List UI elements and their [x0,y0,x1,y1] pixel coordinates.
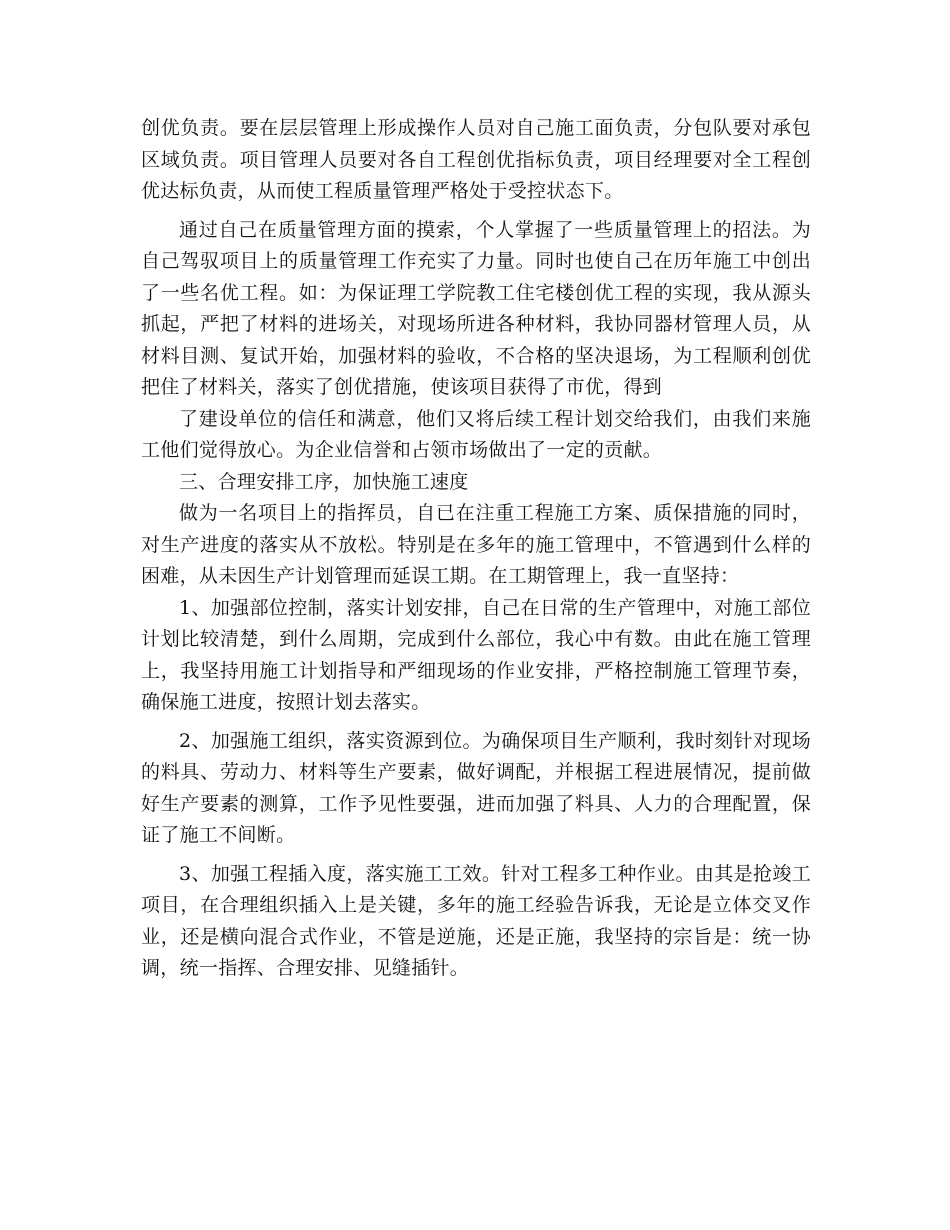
paragraph-3: 了建设单位的信任和满意，他们又将后续工程计划交给我们，由我们来施工他们觉得放心。为企业信誉和占领市场做出了一定的贡献。 [141,407,811,461]
document-body [141,113,811,985]
paragraph-1: 创优负责。要在层层管理上形成操作人员对自己施工面负责，分包队要对承包区域负责。项目管理人员要对各自工程创优指标负责，项目经理要对全工程创优达标负责，从而使工程质量管理严格处于受控状态下。 [141,117,811,202]
paragraph-8: 3、加强工程插入度，落实施工工效。针对工程多工种作业。由其是抢竣工项目，在合理组织插入上是关键，多年的施工经验告诉我，无论是立体交叉作业，还是横向混合式作业，不管是逆施，还是正施，我坚持的宗旨是：统一协调，统一指挥、合理安排、见缝插针。 [141,862,811,979]
paragraph-7: 2、加强施工组织，落实资源到位。为确保项目生产顺利，我时刻针对现场的料具、劳动力、材料等生产要素，做好调配，并根据工程进展情况，提前做好生产要素的测算，工作予见性要强，进而加强了料具、人力的合理配置，保证了施工不间断。 [141,729,811,846]
section-heading: 三、合理安排工序，加快施工速度 [179,470,469,493]
paragraph-2: 通过自己在质量管理方面的摸索，个人掌握了一些质量管理上的招法。为自己驾驭项目上的质量管理工作充实了力量。同时也使自己在历年施工中创出了一些名优工程。如：为保证理工学院教工住宅楼创优工程的实现，我从源头抓起，严把了材料的进场关，对现场所进各种材料，我协同器材管理人员，从材料目测、复试开始，加强材料的验收，不合格的坚决退场，为工程顺利创优把住了材料关，落实了创优措施，使该项目获得了市优，得到 [141,218,811,398]
paragraph-6: 1、加强部位控制，落实计划安排，自己在日常的生产管理中，对施工部位计划比较清楚，到什么周期，完成到什么部位，我心中有数。由此在施工管理上，我坚持用施工计划指导和严细现场的作业安排，严格控制施工管理节奏，确保施工进度，按照计划去落实。 [141,596,811,713]
paragraph-5: 做为一名项目上的指挥员，自已在注重工程施工方案、质保措施的同时，对生产进度的落实从不放松。特别是在多年的施工管理中，不管遇到什么样的困难，从未因生产计划管理而延误工期。在工期管理上，我一直坚持： [141,502,811,587]
